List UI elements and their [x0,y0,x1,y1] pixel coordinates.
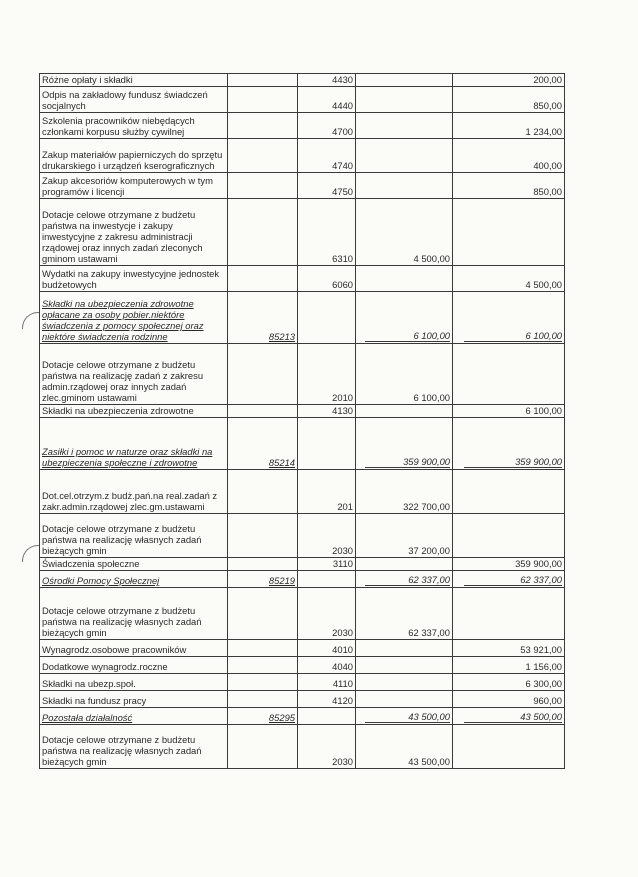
expense-amount-text: 53 921,00 [520,644,562,655]
paragraph-cell [298,405,356,418]
description-text: Zakup materiałów papierniczych do sprzętu drukarskiego i urządzeń kserograficznych [42,149,223,171]
table-row [40,173,565,199]
description-text: Dotacje celowe otrzymane z budżetu państwa na inwestycje i zakupy inwestycyjne z zakresu administracji rządowej oraz innych zadań zleconych gminom ustawami [42,209,203,264]
subtotal-row [40,571,565,588]
table-row [40,725,565,769]
subtotal-row [40,418,565,470]
expense-amount-text: 4 500,00 [525,279,562,290]
paragraph-text: 6060 [332,279,353,290]
expense-amount-cell [453,405,565,418]
subtotal-row [40,292,565,344]
paragraph-text: 2010 [332,392,353,403]
description-cell [40,292,228,344]
table-row [40,470,565,514]
description-text: Dotacje celowe otrzymane z budżetu państwa na realizację własnych zadań bieżących gmin [42,605,202,638]
description-text: Zasiłki i pomoc w naturze oraz składki na ubezpieczenia społeczne i zdrowotne [42,446,213,468]
description-text: Dotacje celowe otrzymane z budżetu państwa na realizację własnych zadań bieżących gmin [42,734,202,767]
description-cell [40,199,228,266]
margin-mark-top [22,312,39,329]
chapter-cell [228,657,298,674]
income-amount-text: 4 500,00 [413,253,450,264]
description-cell [40,344,228,405]
income-amount-cell [356,139,453,173]
description-cell [40,674,228,691]
description-cell [40,725,228,769]
description-text: Szkolenia pracowników niebędących członkami korpusu służby cywilnej [42,115,195,137]
paragraph-cell [298,87,356,113]
budget-table [39,73,565,769]
paragraph-text: 4130 [332,405,353,416]
description-cell [40,588,228,640]
expense-amount-cell [453,691,565,708]
chapter-cell [228,470,298,514]
expense-amount-text: 43 500,00 [464,711,562,723]
description-cell [40,266,228,292]
table-row [40,558,565,571]
income-amount-cell [356,418,453,470]
income-amount-cell [356,588,453,640]
paragraph-cell [298,113,356,139]
description-cell [40,418,228,470]
income-amount-cell [356,657,453,674]
description-text: Odpis na zakładowy fundusz świadczeń socjalnych [42,89,208,111]
income-amount-text: 359 900,00 [365,456,450,468]
table-row [40,266,565,292]
paragraph-text: 4110 [332,678,353,689]
paragraph-cell [298,674,356,691]
income-amount-cell [356,74,453,87]
description-cell [40,657,228,674]
expense-amount-text: 400,00 [533,160,562,171]
paragraph-text: 4010 [332,644,353,655]
table-row [40,405,565,418]
chapter-text: 85213 [268,331,295,342]
table-row [40,87,565,113]
income-amount-text: 43 500,00 [365,711,450,723]
income-amount-cell [356,113,453,139]
description-cell [40,113,228,139]
paragraph-cell [298,199,356,266]
chapter-cell [228,674,298,691]
paragraph-cell [298,725,356,769]
expense-amount-cell [453,418,565,470]
paragraph-cell [298,139,356,173]
description-cell [40,558,228,571]
expense-amount-cell [453,674,565,691]
paragraph-cell [298,74,356,87]
chapter-text: 85219 [268,575,295,586]
description-cell [40,405,228,418]
description-text: Składki na fundusz pracy [42,695,147,706]
income-amount-cell [356,558,453,571]
expense-amount-cell [453,173,565,199]
paragraph-cell [298,266,356,292]
table-row [40,588,565,640]
table-row [40,199,565,266]
description-cell [40,691,228,708]
income-amount-text: 62 337,00 [365,574,450,586]
chapter-cell [228,571,298,588]
paragraph-text: 4120 [332,695,353,706]
income-amount-cell [356,640,453,657]
description-cell [40,87,228,113]
expense-amount-cell [453,74,565,87]
chapter-cell [228,292,298,344]
expense-amount-text: 850,00 [533,186,562,197]
paragraph-text: 2030 [332,545,353,556]
income-amount-text: 322 700,00 [403,501,450,512]
income-amount-cell [356,691,453,708]
expense-amount-text: 200,00 [533,74,562,85]
chapter-cell [228,87,298,113]
expense-amount-text: 1 156,00 [525,661,562,672]
margin-mark-bottom [22,545,39,562]
expense-amount-text: 1 234,00 [525,126,562,137]
table-row [40,113,565,139]
paragraph-cell [298,571,356,588]
expense-amount-cell [453,657,565,674]
chapter-cell [228,74,298,87]
chapter-cell [228,640,298,657]
paragraph-cell [298,470,356,514]
description-cell [40,640,228,657]
table-row [40,344,565,405]
subtotal-row [40,708,565,725]
income-amount-cell [356,725,453,769]
description-text: Wynagrodz.osobowe pracowników [42,644,187,655]
expense-amount-cell [453,87,565,113]
expense-amount-text: 850,00 [533,100,562,111]
paragraph-cell [298,558,356,571]
paragraph-cell [298,657,356,674]
chapter-cell [228,173,298,199]
expense-amount-text: 359 900,00 [515,558,562,569]
expense-amount-cell [453,113,565,139]
expense-amount-cell [453,470,565,514]
paragraph-text: 2030 [332,627,353,638]
income-amount-text: 43 500,00 [408,756,450,767]
paragraph-text: 2030 [332,756,353,767]
description-cell [40,571,228,588]
chapter-cell [228,139,298,173]
chapter-cell [228,266,298,292]
expense-amount-cell [453,199,565,266]
chapter-cell [228,199,298,266]
description-cell [40,139,228,173]
paragraph-cell [298,418,356,470]
paragraph-cell [298,514,356,558]
paragraph-text: 201 [337,501,353,512]
description-text: Składki na ubezp.społ. [42,678,136,689]
table-row [40,139,565,173]
description-text: Dodatkowe wynagrodz.roczne [42,661,168,672]
expense-amount-cell [453,344,565,405]
chapter-cell [228,418,298,470]
paragraph-cell [298,708,356,725]
description-text: Składki na ubezpieczenia zdrowotne opłacane za osoby pobier.niektóre świadczenia z pomocy społecznej oraz niektóre świadczenia rodzinne [42,298,204,342]
paragraph-text: 4040 [332,661,353,672]
expense-amount-cell [453,558,565,571]
table-row [40,674,565,691]
description-cell [40,708,228,725]
chapter-text: 85214 [268,457,295,468]
paragraph-text: 6310 [332,253,353,264]
paragraph-text: 3110 [332,558,353,569]
paragraph-text: 4430 [332,74,353,85]
table-row [40,640,565,657]
paragraph-cell [298,588,356,640]
description-text: Składki na ubezpieczenia zdrowotne [42,405,194,416]
expense-amount-text: 62 337,00 [464,574,562,586]
expense-amount-cell [453,640,565,657]
expense-amount-text: 960,00 [533,695,562,706]
budget-table-body [40,74,565,769]
paragraph-cell [298,691,356,708]
table-row [40,657,565,674]
income-amount-cell [356,344,453,405]
income-amount-cell [356,470,453,514]
chapter-cell [228,691,298,708]
expense-amount-text: 359 900,00 [464,456,562,468]
description-text: Wydatki na zakupy inwestycyjne jednostek budżetowych [42,268,220,290]
paragraph-text: 4440 [332,100,353,111]
description-text: Zakup akcesoriów komputerowych w tym programów i licencji [42,175,213,197]
income-amount-cell [356,514,453,558]
description-cell [40,470,228,514]
income-amount-cell [356,571,453,588]
description-text: Różne opłaty i składki [42,74,133,85]
chapter-text: 85295 [268,712,295,723]
expense-amount-cell [453,725,565,769]
paragraph-cell [298,640,356,657]
expense-amount-cell [453,588,565,640]
description-text: Świadczenia społeczne [42,558,140,569]
income-amount-cell [356,87,453,113]
description-text: Dotacje celowe otrzymane z budżetu państwa na realizację własnych zadań bieżących gmin [42,523,202,556]
paragraph-text: 4700 [332,126,353,137]
description-cell [40,173,228,199]
income-amount-cell [356,292,453,344]
chapter-cell [228,113,298,139]
income-amount-text: 62 337,00 [408,627,450,638]
paragraph-text: 4750 [332,186,353,197]
income-amount-cell [356,173,453,199]
income-amount-text: 6 100,00 [365,330,450,342]
income-amount-cell [356,405,453,418]
income-amount-text: 6 100,00 [413,392,450,403]
expense-amount-cell [453,292,565,344]
description-cell [40,74,228,87]
expense-amount-cell [453,514,565,558]
paragraph-cell [298,173,356,199]
expense-amount-text: 6 100,00 [464,330,562,342]
description-text: Dotacje celowe otrzymane z budżetu państwa na realizację zadań z zakresu admin.rządowej oraz innych zadań zlec.gminom ustawami [42,359,204,403]
paragraph-text: 4740 [332,160,353,171]
expense-amount-cell [453,139,565,173]
description-text: Ośrodki Pomocy Społecznej [42,575,160,586]
description-text: Pozostała działalność [42,712,133,723]
chapter-cell [228,405,298,418]
income-amount-cell [356,199,453,266]
chapter-cell [228,708,298,725]
table-row [40,74,565,87]
income-amount-text: 37 200,00 [408,545,450,556]
chapter-cell [228,344,298,405]
description-text: Dot.cel.otrzym.z budż.pań.na real.zadań z zakr.admin.rządowej zlec.gm.ustawami [42,490,218,512]
paragraph-cell [298,292,356,344]
paragraph-cell [298,344,356,405]
expense-amount-text: 6 100,00 [525,405,562,416]
chapter-cell [228,588,298,640]
chapter-cell [228,558,298,571]
chapter-cell [228,725,298,769]
income-amount-cell [356,708,453,725]
table-row [40,691,565,708]
table-row [40,514,565,558]
chapter-cell [228,514,298,558]
expense-amount-cell [453,571,565,588]
description-cell [40,514,228,558]
expense-amount-text: 6 300,00 [525,678,562,689]
expense-amount-cell [453,708,565,725]
income-amount-cell [356,266,453,292]
expense-amount-cell [453,266,565,292]
income-amount-cell [356,674,453,691]
